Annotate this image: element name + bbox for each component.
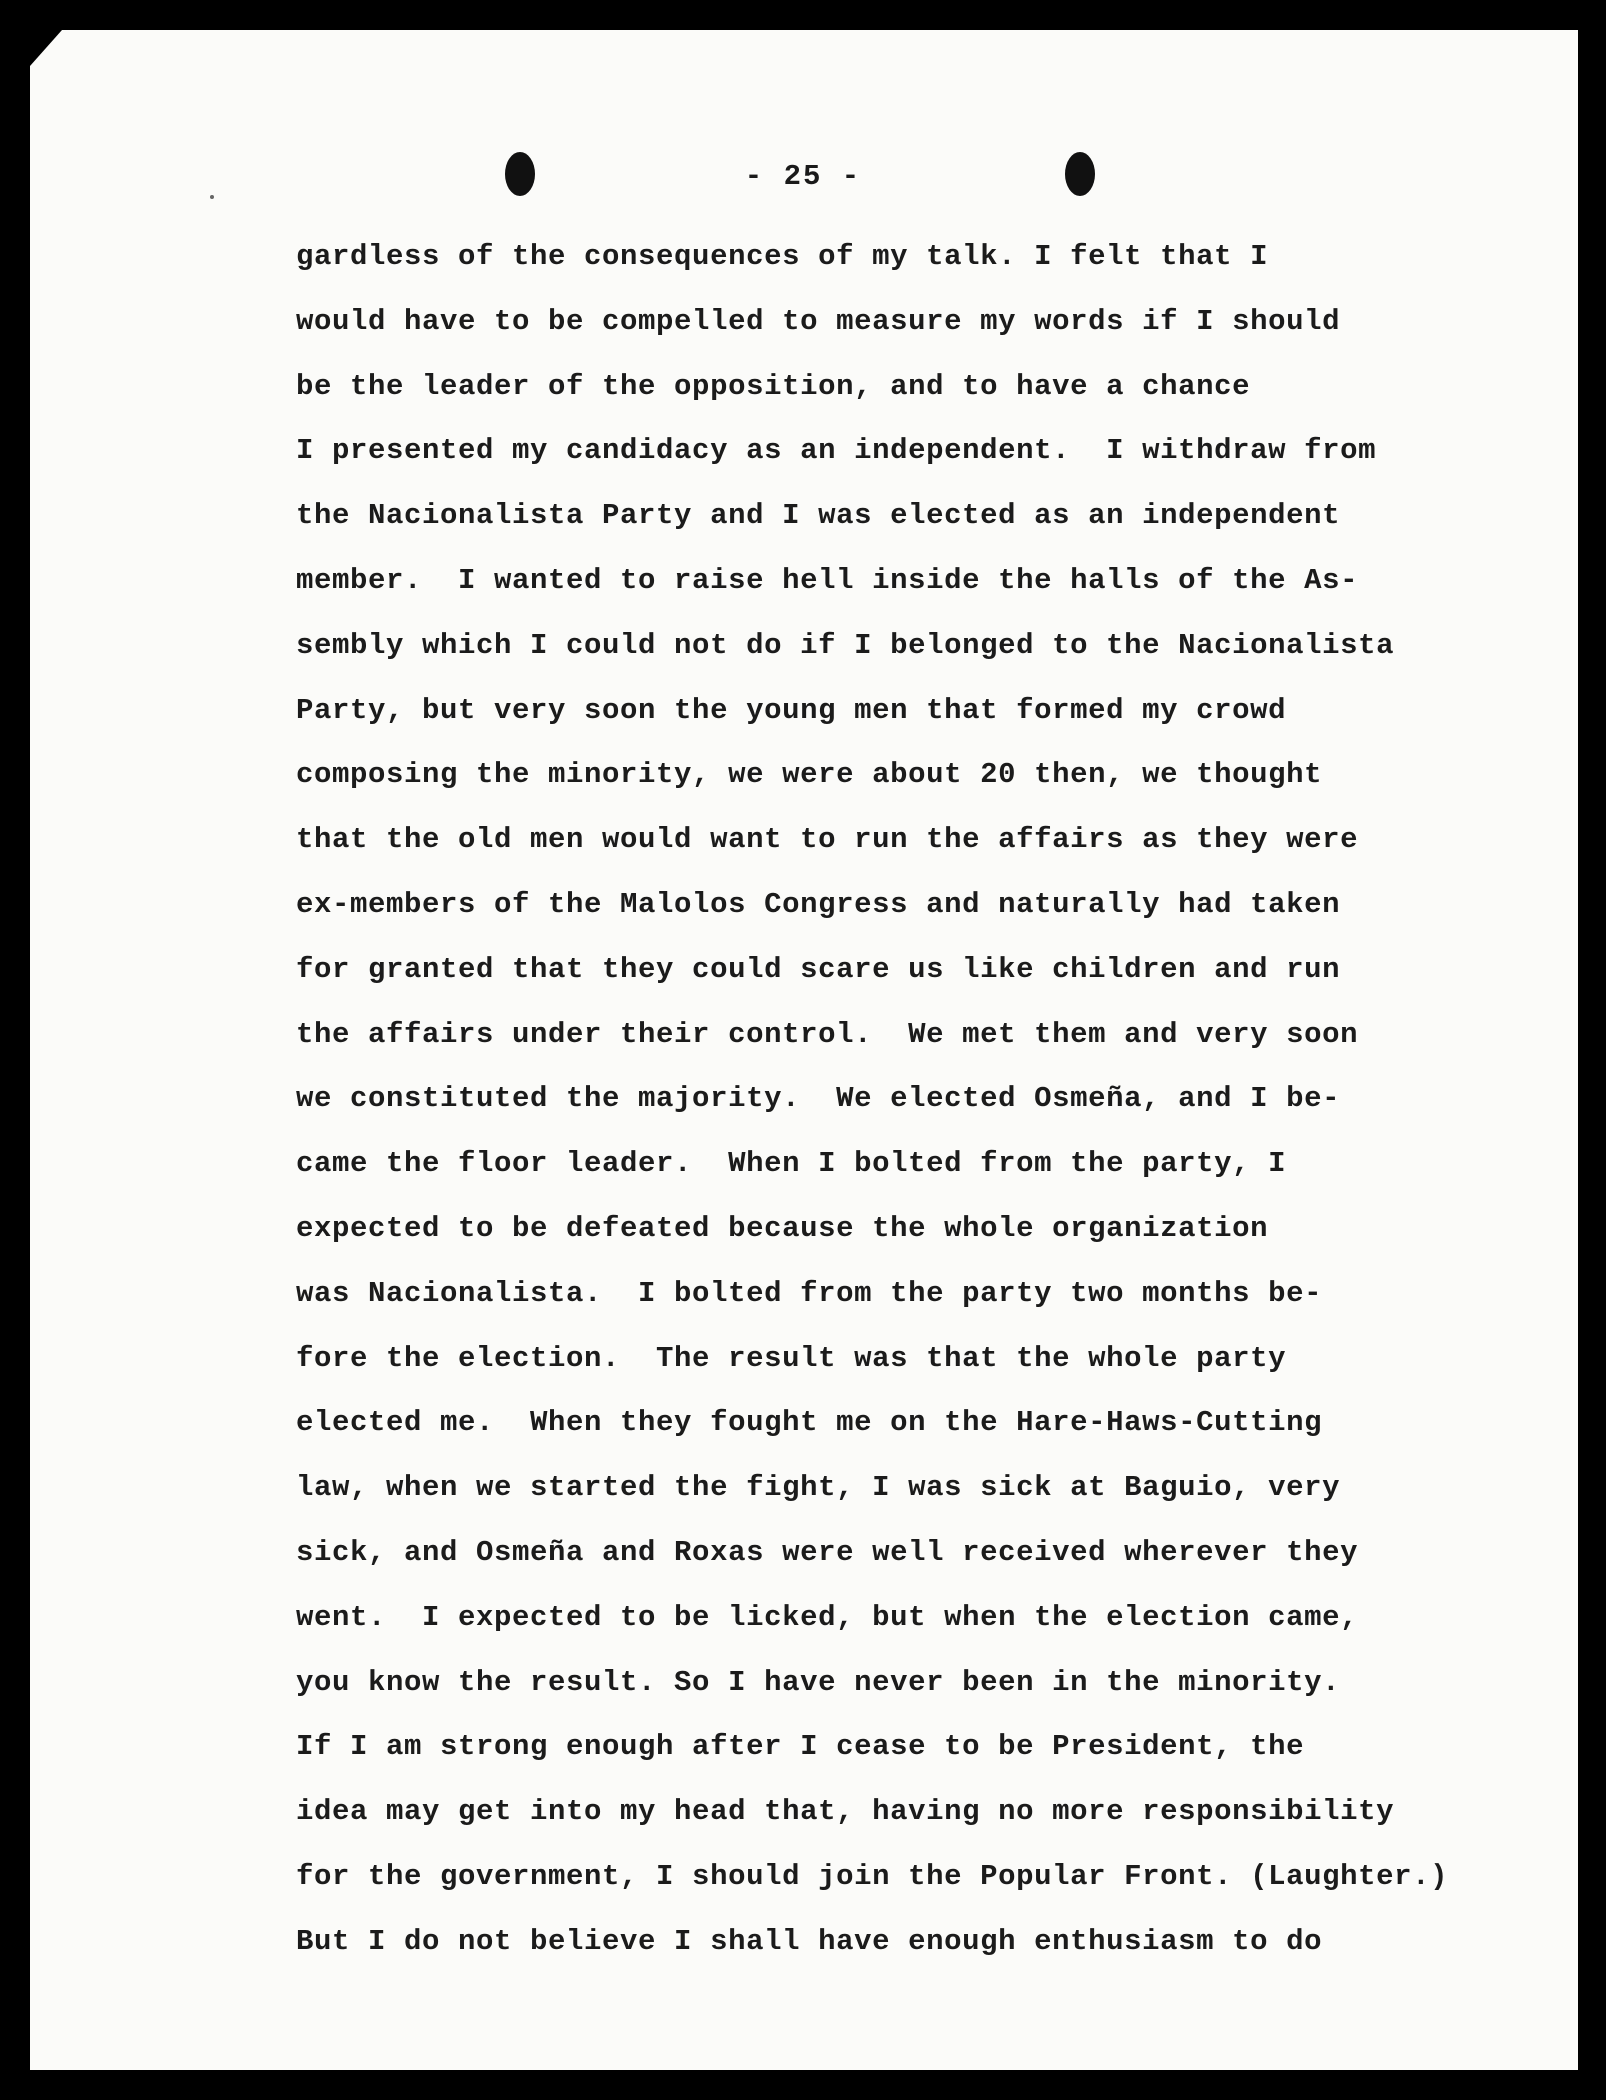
text-line: expected to be defeated because the whole organization [296,1211,1269,1245]
text-line: gardless of the consequences of my talk. I felt that I [296,240,1269,273]
text-line: went. I expected to be licked, but when the election came, [296,1600,1359,1634]
paper-speck [210,195,214,199]
text-line: law, when we started the fight, I was sick at Baguio, very [296,1471,1341,1505]
document-body [296,225,1496,1975]
text-line: for the government, I should join the Popular Front. (Laughter.) [296,1859,1449,1893]
text-line: the affairs under their control. We met them and very soon [296,1017,1359,1051]
page-number: - 25 - [744,160,862,193]
text-line: fore the election. The result was that the whole party [296,1341,1287,1375]
text-line: member. I wanted to raise hell inside the halls of the As- [296,563,1359,597]
text-line: elected me. When they fought me on the Hare-Haws-Cutting [296,1406,1323,1440]
text-line: But I do not believe I shall have enough enthusiasm to do [296,1924,1323,1958]
text-line: composing the minority, we were about 20 then, we thought [296,758,1323,792]
text-line: came the floor leader. When I bolted from the party, I [296,1147,1287,1181]
text-line: you know the result. So I have never been in the minority. [296,1665,1341,1699]
text-line: If I am strong enough after I cease to be President, the [296,1730,1305,1764]
text-line: I presented my candidacy as an independent. I withdraw from [296,434,1377,468]
text-line: be the leader of the opposition, and to have a chance [296,369,1251,403]
text-line: sick, and Osmeña and Roxas were well received wherever they [296,1535,1359,1569]
text-line: Party, but very soon the young men that formed my crowd [296,693,1287,727]
text-line: sembly which I could not do if I belonged to the Nacionalista [296,628,1395,662]
text-line: we constituted the majority. We elected Osmeña, and I be- [296,1082,1341,1116]
text-line: the Nacionalista Party and I was elected as an independent [296,499,1341,533]
text-line: for granted that they could scare us like children and run [296,952,1341,986]
text-line: was Nacionalista. I bolted from the party two months be- [296,1276,1323,1310]
text-line: ex-members of the Malolos Congress and naturally had taken [296,887,1341,921]
text-line: idea may get into my head that, having no more responsibility [296,1795,1395,1829]
text-line: that the old men would want to run the affairs as they were [296,823,1359,857]
text-line: would have to be compelled to measure my words if I should [296,304,1341,338]
